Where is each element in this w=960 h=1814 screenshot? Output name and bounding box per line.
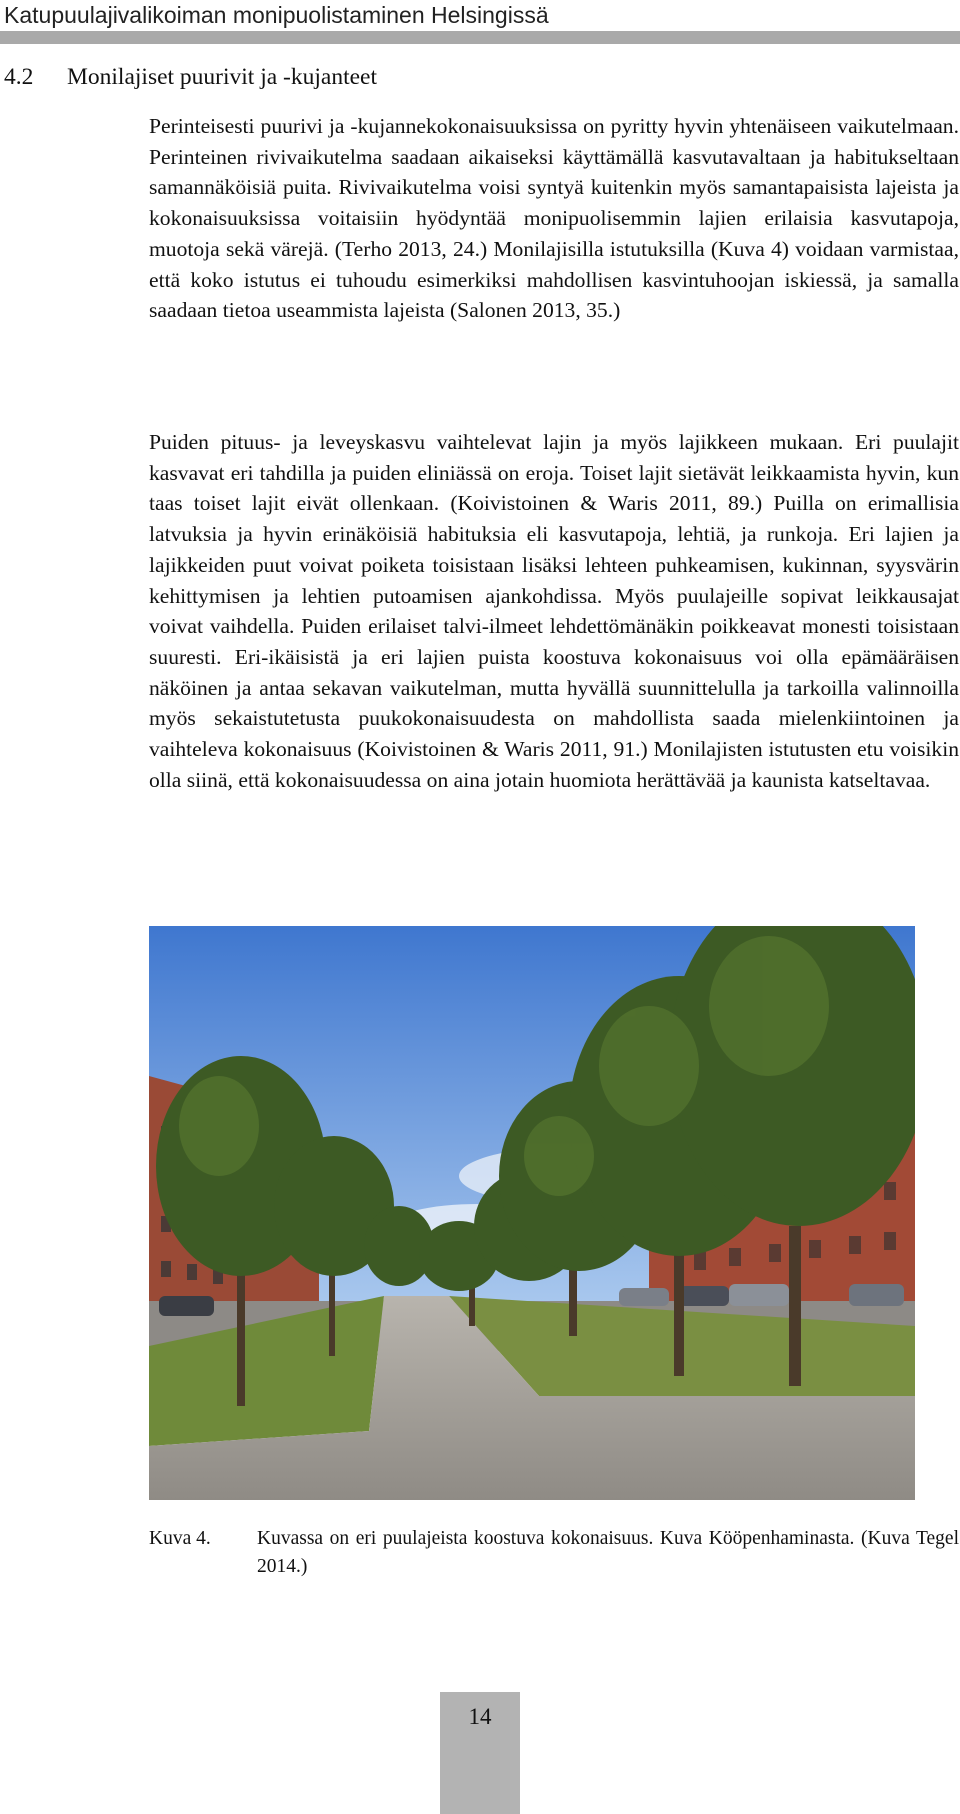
street-trees-photo (149, 926, 915, 1500)
section-title: Monilajiset puurivit ja -kujanteet (67, 64, 377, 90)
section-number: 4.2 (4, 64, 34, 90)
page-number: 14 (468, 1704, 492, 1729)
figure-photo (149, 926, 915, 1500)
paragraph: Puiden pituus- ja leveyskasvu vaihtelevat lajin ja myös lajikkeen mukaan. Eri puulajit kasvavat eri tahdilla ja puiden eliniässä on eroja. Toiset lajit sietävät leikkaamista hyvin, kun taas toiset lajit eivät ollenkaan. (Koivistoinen & Waris 2011, 89.) Puilla on erimallisia latvuksia ja hyvin erinäköisiä habituksia eli kasvutapoja, lehtiä, ja runkoja. Eri lajien ja lajikkeiden puut voivat poiketa toisistaan lisäksi lehteen puhkeamisen, kukinnan, syysvärin kehittymisen ja lehtien putoamisen ajankohdissa. Myös puulajeille sopivat leikkausajat voivat vaihdella. Puiden erilaiset talvi-ilmeet lehdettömänäkin poikkeavat monesti toisistaan suuresti. Eri-ikäisistä ja eri lajien puista koostuva kokonaisuus voi olla epämääräisen näköinen ja antaa sekavan vaikutelman, mutta hyvällä suunnittelulla ja tarkoilla valinnoilla myös sekaistutetusta puukokonaisuudesta on mahdollista saada mielenkiintoinen ja vaihteleva kokonaisuus (Koivistoinen & Waris 2011, 91.) Monilajisten istutusten etu voisikin olla siinä, että kokonaisuudessa on aina jotain huomiota herättävää ja kaunista katseltavaa. (149, 430, 959, 792)
figure-label: Kuva 4. (149, 1528, 211, 1549)
paragraph: Perinteisesti puurivi ja -kujannekokonaisuuksissa on pyritty hyvin yhtenäiseen vaikutelmaan. Perinteinen rivivaikutelma saadaan aikaiseksi käyttämällä kasvutavaltaan ja habitukseltaan samannäköisiä puita. Rivivaikutelma voisi syntyä kuitenkin myös samantapaisista lajeista ja kokonaisuuksissa voitaisiin hyödyntää monipuolisemmin lajien erilaisia kasvutapoja, muotoja sekä värejä. (Terho 2013, 24.) Monilajisilla istutuksilla (Kuva 4) voidaan varmistaa, että koko istutus ei tuhoudu esimerkiksi mahdollisen kasvintuhoojan iskiessä, ja samalla saadaan tietoa useammista lajeista (Salonen 2013, 35.) (149, 114, 959, 323)
section-heading (4, 62, 377, 92)
header-rule (0, 31, 960, 44)
running-title: Katupuulajivalikoiman monipuolistaminen Helsingissä (4, 2, 549, 28)
page-footer (440, 1692, 520, 1814)
figure-caption: Kuvassa on eri puulajeista koostuva kokonaisuus. Kuva Kööpenhaminasta. (Kuva Tegel 2014.) (257, 1528, 959, 1577)
